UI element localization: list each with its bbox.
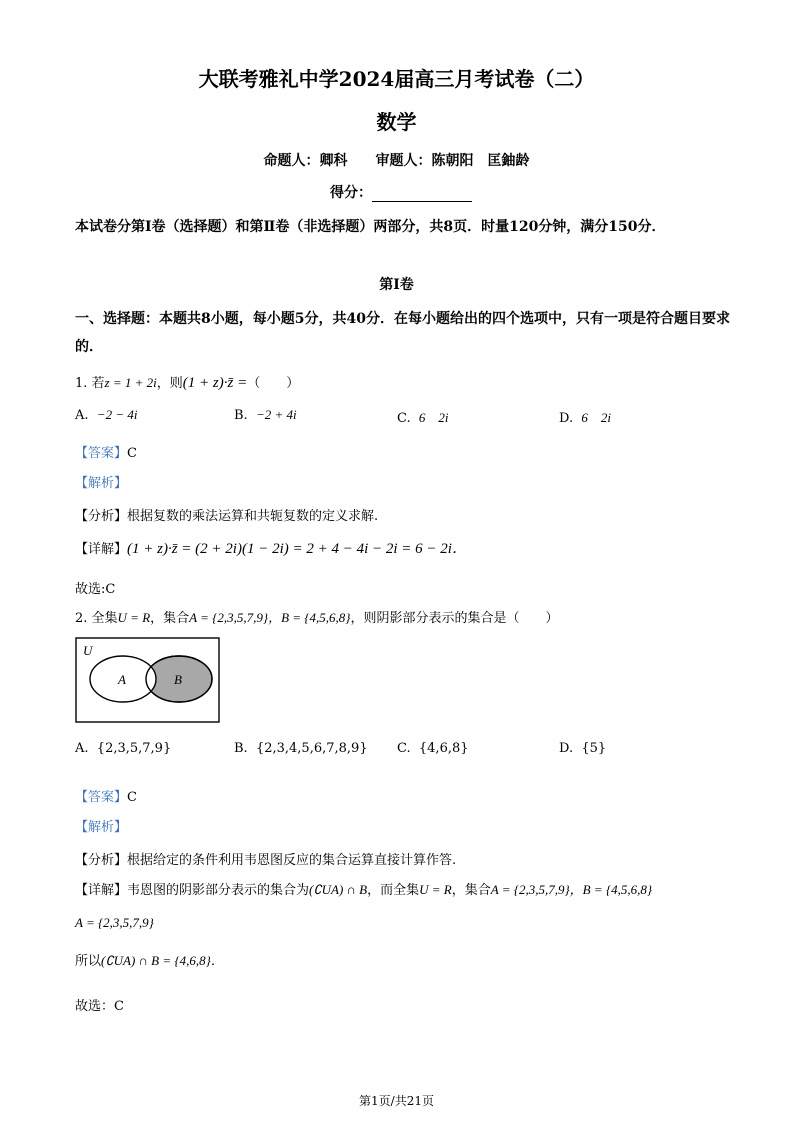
venn-label-b: B xyxy=(174,672,182,687)
q1-option-c: C. 6 2i xyxy=(397,410,449,426)
q2-option-d: D. {5} xyxy=(559,741,607,756)
score-label: 得分： xyxy=(330,185,372,201)
q2-fenxi: 【分析】根据给定的条件利用韦恩图反应的集合运算直接计算作答. xyxy=(75,853,457,868)
q1-analysis-tag: 【解析】 xyxy=(75,476,128,491)
q2-conclusion: 故选：C xyxy=(75,999,124,1014)
q2-analysis-tag: 【解析】 xyxy=(75,820,128,835)
venn-diagram xyxy=(75,637,221,724)
exam-intro: 本试卷分第Ⅰ卷（选择题）和第Ⅱ卷（非选择题）两部分，共8页．时量120分钟，满分150分． xyxy=(75,219,666,235)
q2-line2: A = {2,3,5,7,9} xyxy=(75,915,154,930)
page-title: 大联考雅礼中学2024届高三月考试卷（二） xyxy=(198,67,595,91)
q2-stem: 2. 全集U = R，集合A = {2,3,5,7,9}，B = {4,5,6,8}，则阴影部分表示的集合是（ ） xyxy=(75,610,559,626)
q2-xiangjie: 【详解】韦恩图的阴影部分表示的集合为(∁UA) ∩ B，而全集U = R，集合A = {2,3,5,7,9}，B = {4,5,6,8} xyxy=(75,882,653,898)
q1-stem: 1. 若z = 1 + 2i，则(1 + z)·z̄ =（ ） xyxy=(75,375,300,391)
score-line xyxy=(330,182,472,202)
q1-conclusion: 故选:C xyxy=(75,582,116,597)
q1-fenxi: 【分析】根据复数的乘法运算和共轭复数的定义求解. xyxy=(75,509,379,524)
q1-answer: 【答案】C xyxy=(75,446,137,461)
q2-line3: 所以(∁UA) ∩ B = {4,6,8}． xyxy=(75,953,224,969)
q2-option-c: C. {4,6,8} xyxy=(397,741,469,756)
q2-option-a: A. {2,3,5,7,9} xyxy=(75,741,172,756)
q2-option-b: B. {2,3,4,5,6,7,8,9} xyxy=(234,741,368,756)
venn-label-u: U xyxy=(83,643,93,658)
authors-line: 命题人：卿科 审题人：陈朝阳 匡鈾龄 xyxy=(263,153,530,169)
section-heading: 一、选择题：本题共8小题，每小题5分，共40分．在每小题给出的四个选项中，只有一项是符合题目要求的． xyxy=(75,311,730,355)
page-footer: 第1页/共21页 xyxy=(359,1094,434,1108)
subject-heading: 数学 xyxy=(376,110,417,134)
q1-option-b: B. −2 + 4i xyxy=(234,407,297,423)
q1-option-a: A. −2 − 4i xyxy=(75,407,138,423)
q2-answer: 【答案】C xyxy=(75,790,137,805)
q1-xiangjie: 【详解】(1 + z)·z̄ = (2 + 2i)(1 − 2i) = 2 + 4 − 4i − 2i = 6 − 2i． xyxy=(75,541,467,557)
q1-option-d: D. 6 2i xyxy=(559,410,611,426)
q1-expression: (1 + z)·z̄ = xyxy=(182,375,248,391)
volume-heading: 第Ⅰ卷 xyxy=(379,277,414,293)
venn-label-a: A xyxy=(118,672,126,687)
q1-condition: z = 1 + 2i xyxy=(104,375,157,390)
score-blank xyxy=(372,187,472,202)
